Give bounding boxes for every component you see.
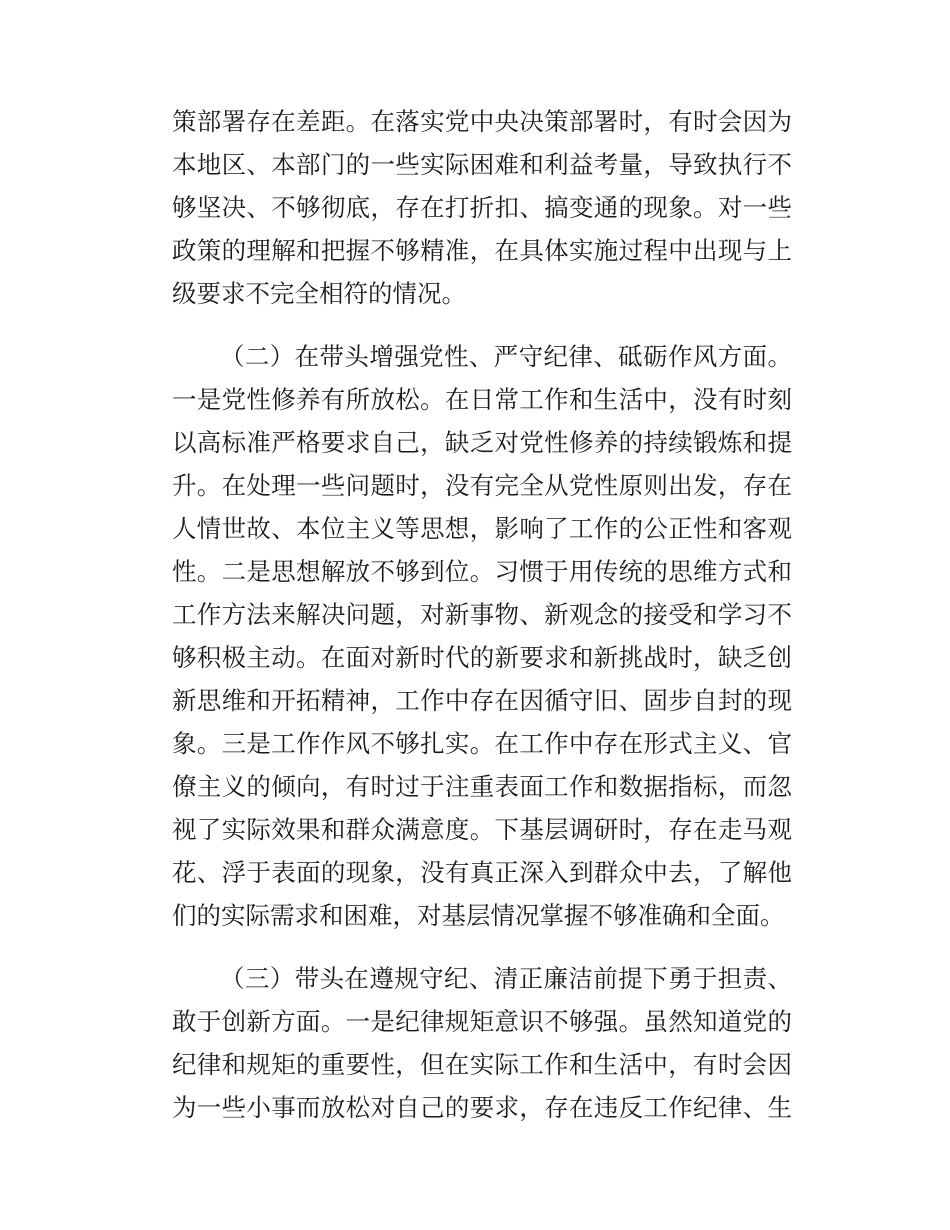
text-line: 花、浮于表面的现象，没有真正深入到群众中去，了解他 — [172, 858, 792, 887]
text-line: 本地区、本部门的一些实际困难和利益考量，导致执行不 — [172, 150, 792, 179]
text-line: 级要求不完全相符的情况。 — [172, 279, 466, 308]
text-line: 工作方法来解决问题，对新事物、新观念的接受和学习不 — [172, 600, 792, 629]
text-line: 僚主义的倾向，有时过于注重表面工作和数据指标，而忽 — [172, 772, 792, 801]
section-heading-2: （二）在带头增强党性、严守纪律、砥砺作风方面。 — [220, 342, 792, 371]
text-line: 策部署存在差距。在落实党中央决策部署时，有时会因为 — [172, 107, 792, 136]
text-line: 为一些小事而放松对自己的要求，存在违反工作纪律、生 — [172, 1093, 792, 1122]
text-line: 够坚决、不够彻底，存在打折扣、搞变通的现象。对一些 — [172, 193, 792, 222]
text-line: 视了实际效果和群众满意度。下基层调研时，存在走马观 — [172, 815, 792, 844]
text-line: 政策的理解和把握不够精准，在具体实施过程中出现与上 — [172, 236, 792, 265]
text-line: 够积极主动。在面对新时代的新要求和新挑战时，缺乏创 — [172, 643, 792, 672]
text-line: 们的实际需求和困难，对基层情况掌握不够准确和全面。 — [172, 901, 785, 930]
text-line: 人情世故、本位主义等思想，影响了工作的公正性和客观 — [172, 514, 792, 543]
text-line: 敢于创新方面。一是纪律规矩意识不够强。虽然知道党的 — [172, 1007, 792, 1036]
text-line: 纪律和规矩的重要性，但在实际工作和生活中，有时会因 — [172, 1050, 792, 1079]
text-line: 性。二是思想解放不够到位。习惯于用传统的思维方式和 — [172, 557, 792, 586]
text-line: 象。三是工作作风不够扎实。在工作中存在形式主义、官 — [172, 729, 792, 758]
text-line: 一是党性修养有所放松。在日常工作和生活中，没有时刻 — [172, 385, 792, 414]
text-line: 升。在处理一些问题时，没有完全从党性原则出发，存在 — [172, 471, 792, 500]
section-heading-3: （三）带头在遵规守纪、清正廉洁前提下勇于担责、 — [220, 964, 792, 993]
text-line: 以高标准严格要求自己，缺乏对党性修养的持续锻炼和提 — [172, 428, 792, 457]
text-line: 新思维和开拓精神，工作中存在因循守旧、固步自封的现 — [172, 686, 792, 715]
